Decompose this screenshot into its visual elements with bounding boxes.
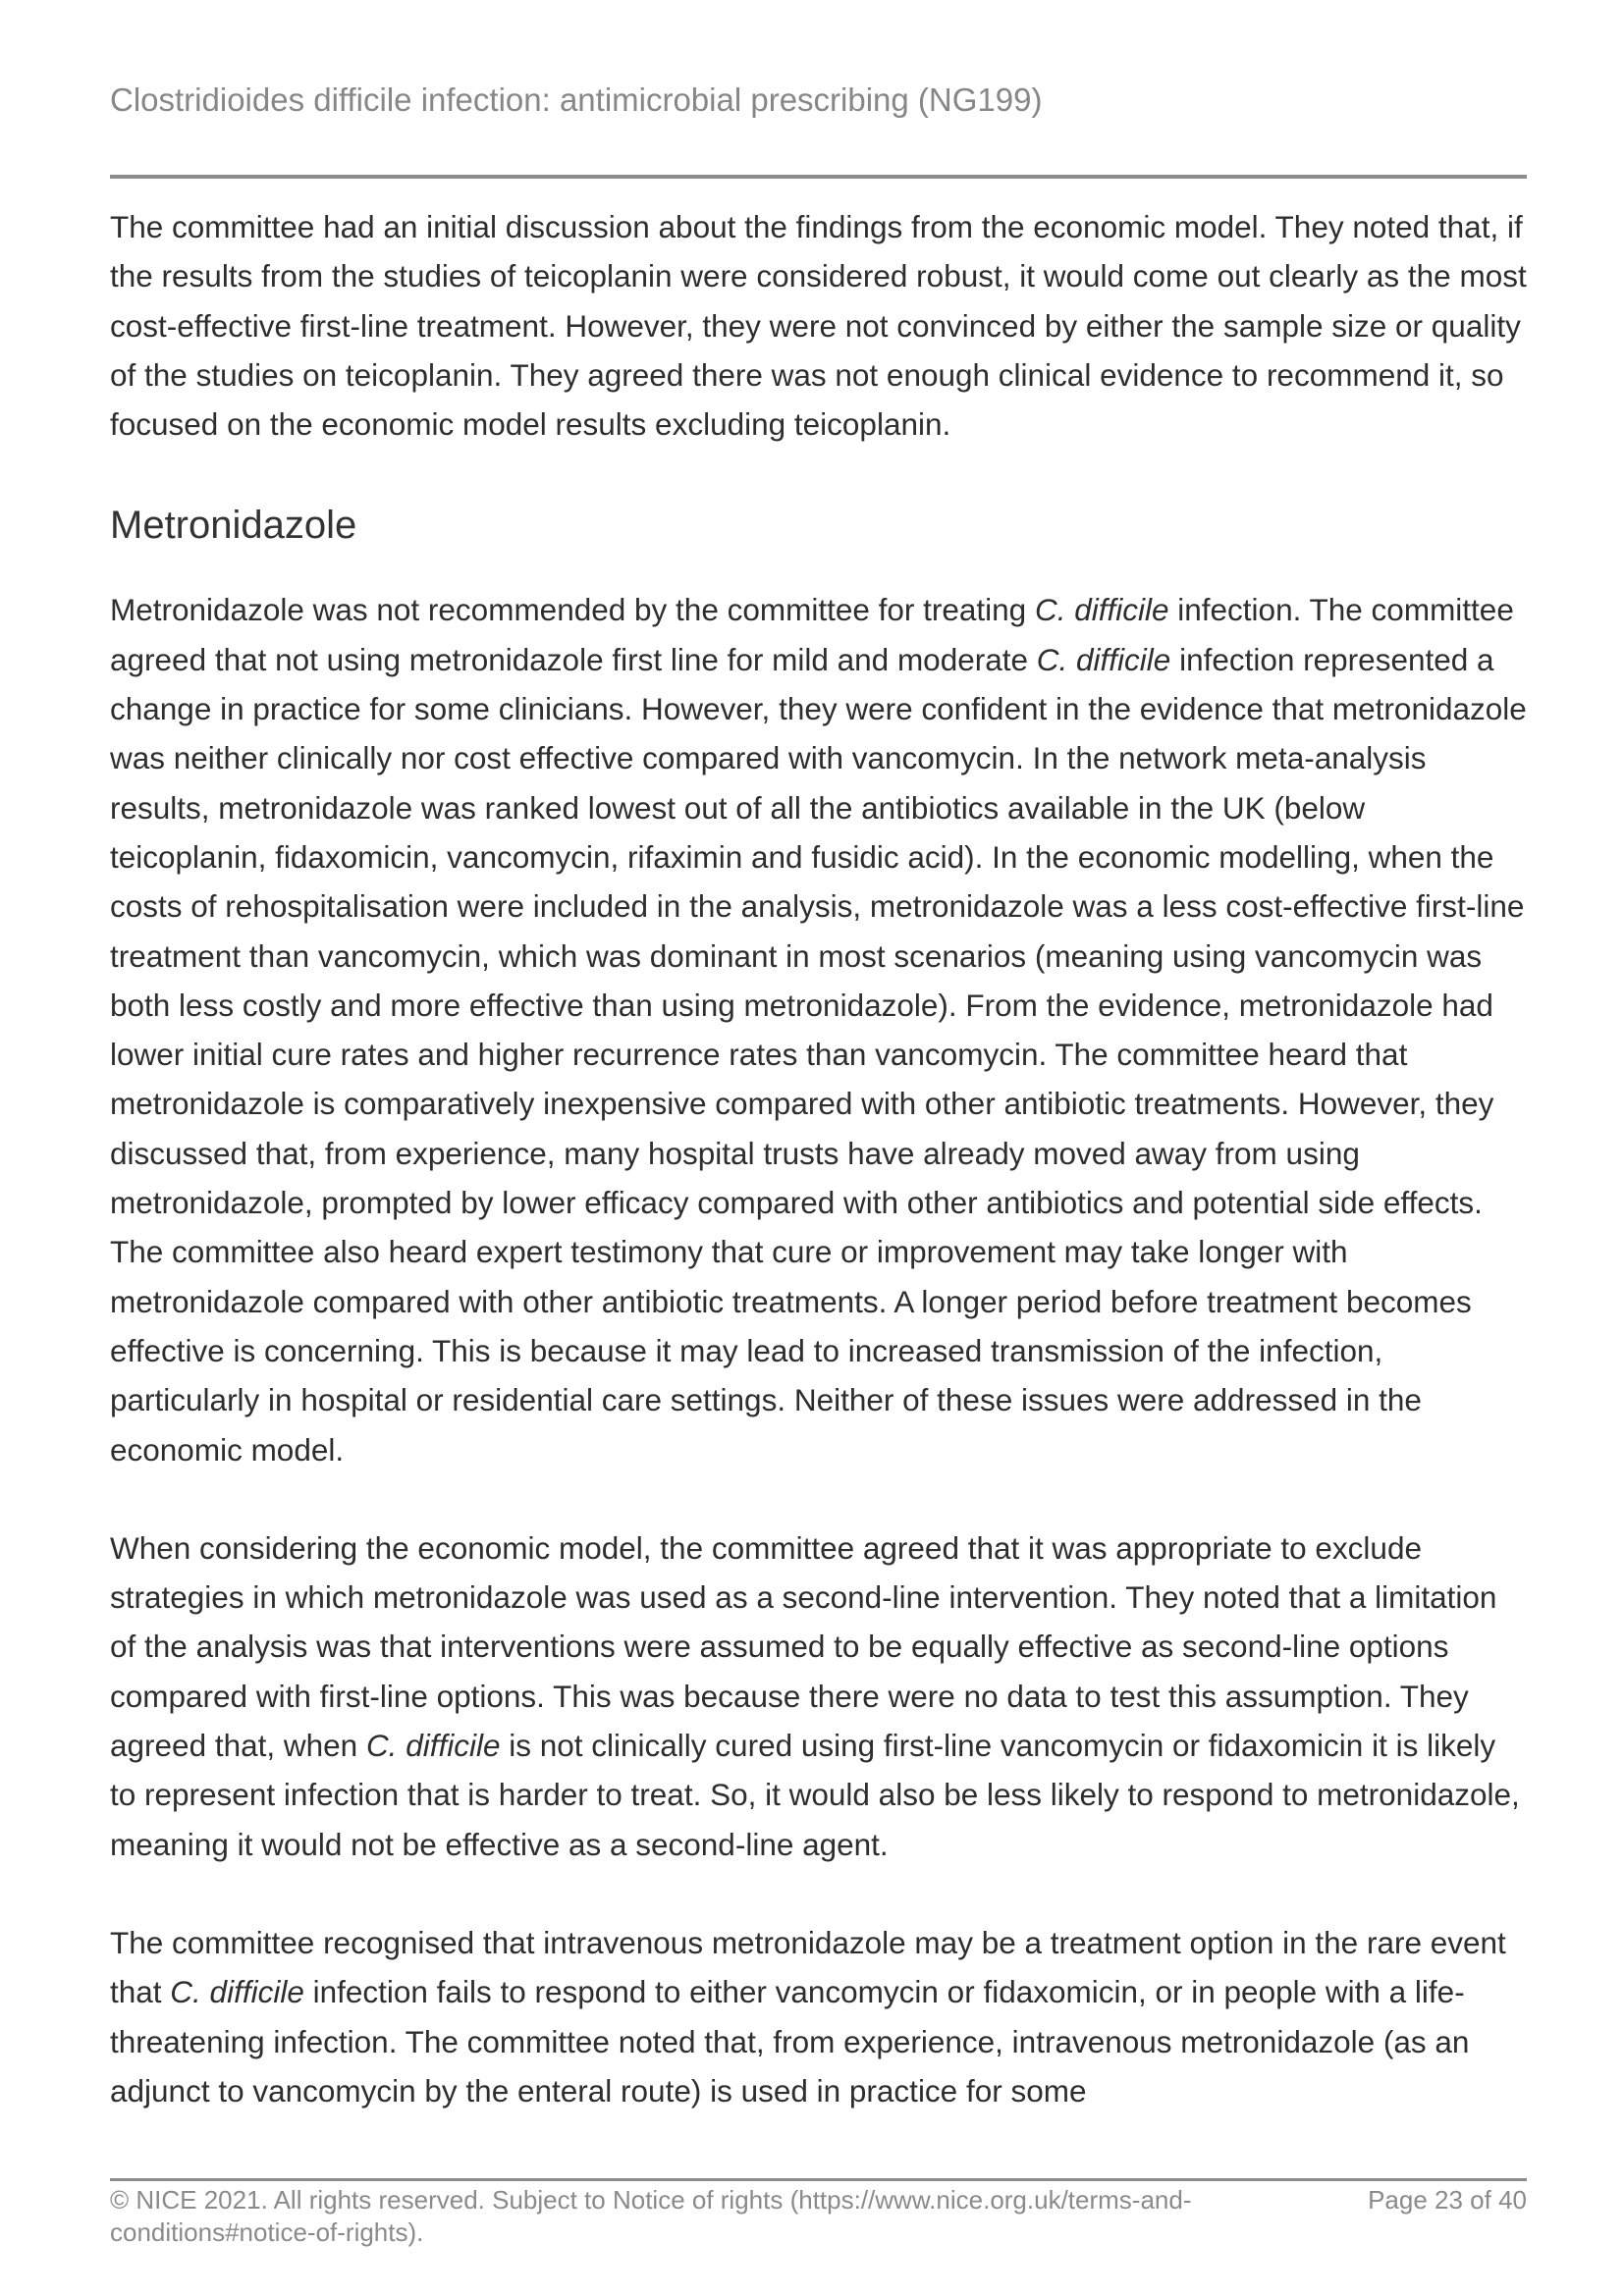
text-run: infection fails to respond to either vancomycin or fidaxomicin, or in people with a life-threatening infection. The committee noted that, from experience, intravenous metronidazole (as an adjunct to vancomycin by the enteral route) is used in practice for some xyxy=(110,1974,1470,2109)
intro-paragraph: The committee had an initial discussion about the findings from the economic model. They noted that, if the results from the studies of teicoplanin were considered robust, it would come out clearly as the most cost-effective first-line treatment. However, they were not convinced by either the sample size or quality of the studies on teicoplanin. They agreed there was not enough clinical evidence to recommend it, so focused on the economic model results excluding teicoplanin. xyxy=(110,209,1527,443)
running-header-title: Clostridioides difficile infection: antimicrobial prescribing (NG199) xyxy=(110,81,1043,118)
page-body xyxy=(110,202,1527,2164)
section-heading-metronidazole: Metronidazole xyxy=(110,504,357,548)
species-name: C. difficile xyxy=(170,1974,304,2010)
metronidazole-paragraph-2 xyxy=(110,1523,1527,1869)
species-name: C. difficile xyxy=(1034,592,1169,628)
text-run: infection represented a change in practice for some clinicians. However, they were confident in the evidence that metronidazole was neither clinically nor cost effective compared with vancomycin. In the network meta-analysis results, metronidazole was ranked lowest out of all the antibiotics available in the UK (below teicoplanin, fidaxomicin, vancomycin, rifaximin and fusidic acid). In the economic modelling, when the costs of rehospitalisation were included in the analysis, metronidazole was a less cost-effective first-line treatment than vancomycin, which was dominant in most scenarios (meaning using vancomycin was both less costly and more effective than using metronidazole). From the evidence, metronidazole had lower initial cure rates and higher recurrence rates than vancomycin. The committee heard that metronidazole is comparatively inexpensive compared with other antibiotic treatments. However, they discussed that, from experience, many hospital trusts have already moved away from using metronidazole, prompted by lower efficacy compared with other antibiotics and potential side effects. The committee also heard expert testimony that cure or improvement may take longer with metronidazole compared with other antibiotic treatments. A longer period before treatment becomes effective is concerning. This is because it may lead to increased transmission of the infection, particularly in hospital or residential care settings. Neither of these issues were addressed in the economic model. xyxy=(110,641,1527,1468)
text-run: When considering the economic model, the committee agreed that it was appropriate to exclude strategies in which metronidazole was used as a second-line intervention. They noted that a limitation of the analysis was that interventions were assumed to be equally effective as second-line options compared with first-line options. This was because there were no data to test this assumption. They agreed that, when xyxy=(110,1529,1497,1764)
metronidazole-paragraph-1 xyxy=(110,585,1527,1473)
text-run: The committee recognised that intravenous metronidazole may be a treatment option in the rare event that xyxy=(110,1924,1506,2010)
footer-divider xyxy=(110,2178,1527,2181)
text-run: infection. The committee agreed that not using metronidazole first line for mild and moderate xyxy=(110,592,1514,677)
species-name: C. difficile xyxy=(365,1728,501,1764)
species-name: C. difficile xyxy=(1036,641,1171,677)
text-run: Metronidazole was not recommended by the committee for treating xyxy=(110,592,1035,628)
header-divider xyxy=(110,175,1527,179)
metronidazole-paragraph-3 xyxy=(110,1918,1527,2115)
text-run: is not clinically cured using first-line vancomycin or fidaxomicin it is likely to represent infection that is harder to treat. So, it would also be less likely to respond to metronidazole, meaning it would not be effective as a second-line agent. xyxy=(110,1728,1520,1862)
footer-copyright: © NICE 2021. All rights reserved. Subject to Notice of rights (https://www.nice.org.uk/terms-and-conditions#notice-of-rights). xyxy=(110,2185,1192,2247)
page-number: Page 23 of 40 xyxy=(1368,2185,1527,2215)
